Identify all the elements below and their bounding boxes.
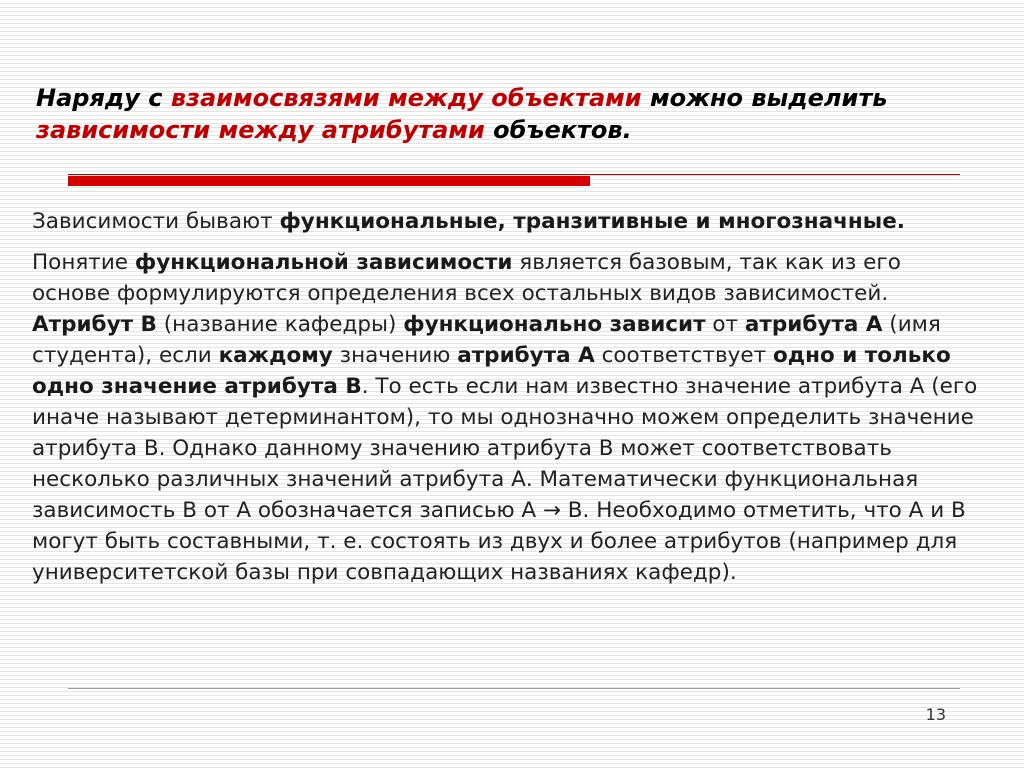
- title-text-3: объектов.: [484, 116, 632, 144]
- title-divider-line: [68, 174, 960, 175]
- paragraph-dependency-types: [32, 206, 982, 237]
- p2-bold-5: каждому: [218, 343, 333, 368]
- p2-bold-1: функциональной зависимости: [134, 250, 513, 275]
- title-text-2: можно выделить: [641, 84, 888, 112]
- p2-bold-3: функционально зависит: [403, 312, 706, 337]
- title-divider-bar: [68, 176, 590, 186]
- title-text-1: Наряду с: [36, 84, 171, 112]
- p2-text-8: . То есть если нам известно значение атрибута А (его иначе называют детерминантом), то мы однозначно можем определить значение атрибута В. Однако данному значению атрибута В может соответствовать несколько различных значений атрибута А. Математически функциональная зависимость В от А обозначается записью А → В. Необходимо отметить, что А и В могут быть составными, т. е. состоять из двух и более атрибутов (например для университетской базы при совпадающих названиях кафедр).: [32, 374, 978, 585]
- footer-rule: [68, 688, 960, 689]
- p2-bold-6: атрибута А: [457, 343, 595, 368]
- p2-text-6: значению: [332, 343, 458, 368]
- p1-bold: функциональные, транзитивные и многозначные.: [279, 209, 905, 234]
- p2-text-2: является базовым, так как из его основе формулируются определения всех остальных видов зависимостей.: [32, 250, 901, 306]
- title-accent-dependencies: зависимости между атрибутами: [36, 116, 485, 144]
- p1-text: Зависимости бывают: [32, 209, 280, 234]
- p2-text-4: от: [705, 312, 745, 337]
- p2-text-3: (название кафедры): [156, 312, 404, 337]
- p2-text-1: Понятие: [32, 250, 135, 275]
- title-accent-relationships: взаимосвязями между объектами: [170, 84, 642, 112]
- page-number: 13: [925, 705, 946, 724]
- paragraph-functional-dependency: [32, 247, 982, 588]
- p2-bold-4: атрибута А: [744, 312, 883, 337]
- p2-bold-2: Атрибут В: [32, 312, 157, 337]
- slide-title: [36, 82, 976, 146]
- p2-text-5: (имя студента), если: [32, 312, 941, 368]
- p2-text-7: соответствует: [594, 343, 773, 368]
- slide-body: [32, 206, 982, 588]
- p2-bold-7: одно и только одно значение атрибута В: [32, 343, 951, 399]
